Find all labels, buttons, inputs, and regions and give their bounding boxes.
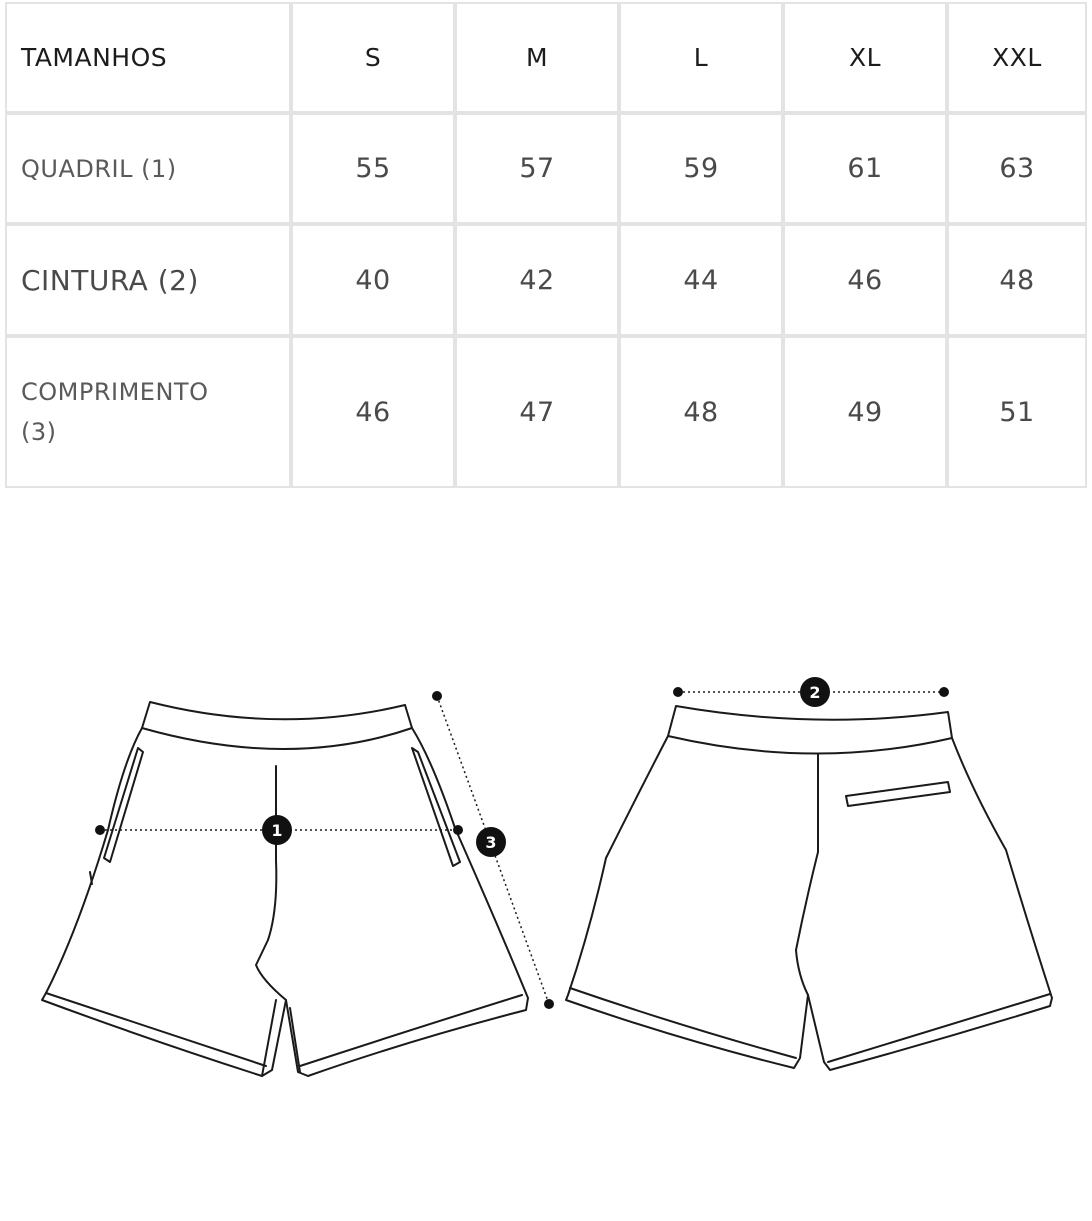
hip-endpoint-dot	[95, 825, 105, 835]
table-header-row	[5, 2, 1087, 113]
size-chart-table	[5, 2, 1087, 488]
table-cell: 47	[455, 336, 619, 488]
table-cell: 59	[619, 113, 783, 224]
table-cell: 51	[947, 336, 1087, 488]
table-cell: 61	[783, 113, 947, 224]
marker-1-label: 1	[271, 821, 283, 840]
table-cell: 46	[783, 224, 947, 336]
size-header: L	[619, 2, 783, 113]
shorts-front-illustration	[42, 702, 528, 1076]
table-row	[5, 224, 1087, 336]
size-header: M	[455, 2, 619, 113]
marker-3-badge	[476, 827, 506, 857]
size-header: XXL	[947, 2, 1087, 113]
table-cell: 42	[455, 224, 619, 336]
table-cell: 57	[455, 113, 619, 224]
shorts-measurement-diagram	[0, 660, 1092, 1100]
waist-endpoint-dot	[673, 687, 683, 697]
shorts-back-illustration	[566, 706, 1052, 1070]
hip-endpoint-dot	[453, 825, 463, 835]
table-cell: 44	[619, 224, 783, 336]
marker-3-label: 3	[485, 833, 497, 852]
table-cell: 48	[947, 224, 1087, 336]
table-row	[5, 113, 1087, 224]
length-endpoint-dot	[432, 691, 442, 701]
marker-2-badge	[800, 677, 830, 707]
marker-2-label: 2	[809, 683, 821, 702]
header-label: TAMANHOS	[5, 2, 291, 113]
table-cell: 40	[291, 224, 455, 336]
length-endpoint-dot	[544, 999, 554, 1009]
marker-1-badge	[262, 815, 292, 845]
size-header: XL	[783, 2, 947, 113]
row-label: QUADRIL (1)	[5, 113, 291, 224]
table-row	[5, 336, 1087, 488]
table-cell: 49	[783, 336, 947, 488]
table-cell: 46	[291, 336, 455, 488]
waist-endpoint-dot	[939, 687, 949, 697]
row-label: COMPRIMENTO (3)	[5, 336, 291, 488]
table-cell: 48	[619, 336, 783, 488]
table-cell: 63	[947, 113, 1087, 224]
table-cell: 55	[291, 113, 455, 224]
size-header: S	[291, 2, 455, 113]
row-label: CINTURA (2)	[5, 224, 291, 336]
